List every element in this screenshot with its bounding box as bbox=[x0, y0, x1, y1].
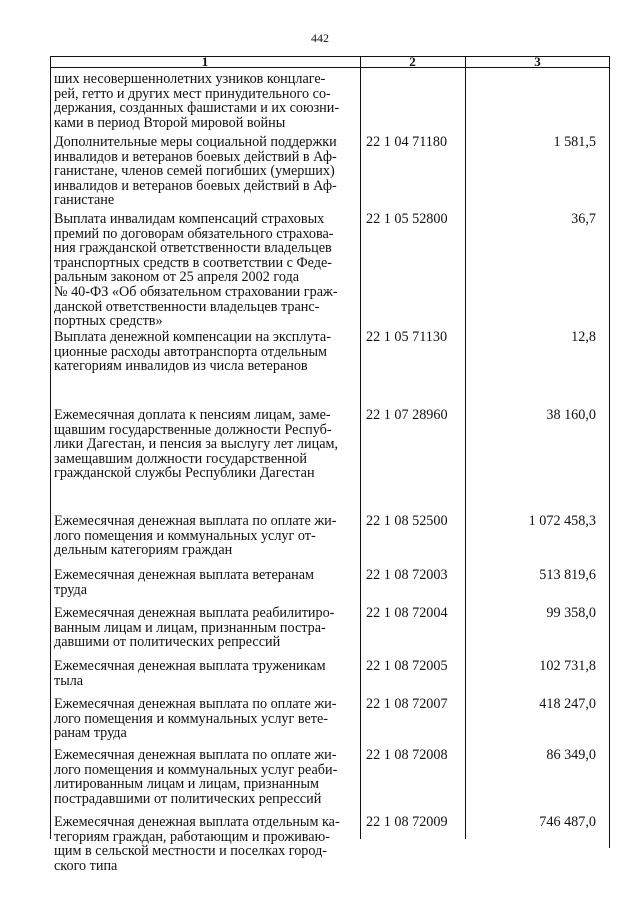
expense-item-name-line: ния гражданской ответственности владельцев bbox=[54, 240, 332, 257]
expense-item-name-line: ского типа bbox=[54, 857, 118, 874]
table-right-border bbox=[609, 56, 610, 848]
expense-item-name-line: Ежемесячная денежная выплата реабилитиро- bbox=[54, 605, 335, 621]
expense-item-name-line: пострадавшими от политических репрессий bbox=[54, 790, 322, 807]
expense-item-name-line: ванным лицам и лицам, признанным постра- bbox=[54, 619, 326, 636]
expense-item-name-line: давшими от политических репрессий bbox=[54, 634, 281, 651]
expense-item-name-line: литированным лицам и лицам, признанным bbox=[54, 776, 320, 793]
expense-item-name bbox=[54, 568, 354, 597]
header-col-3: 3 bbox=[534, 54, 541, 69]
amount-value: 102 731,8 bbox=[539, 658, 596, 674]
page-number: 442 bbox=[311, 31, 329, 45]
classification-code: 22 1 07 28960 bbox=[366, 407, 448, 423]
header-bottom-border bbox=[50, 67, 610, 68]
expense-item-name bbox=[54, 72, 354, 130]
expense-item-name-line: дельным категориям граждан bbox=[54, 542, 233, 559]
amount-value: 38 160,0 bbox=[546, 407, 596, 423]
expense-item-name-line: Ежемесячная денежная выплата ветеранам bbox=[54, 567, 315, 583]
classification-code: 22 1 05 52800 bbox=[366, 211, 448, 227]
expense-item-name-line: Дополнительные меры социальной поддержки bbox=[54, 134, 337, 150]
classification-code: 22 1 08 72009 bbox=[366, 814, 448, 830]
expense-item-name-line: транспортных средств в соответствии с Феде- bbox=[54, 254, 333, 271]
expense-item-name bbox=[54, 659, 354, 688]
column-divider-1 bbox=[360, 56, 361, 839]
expense-item-name-line: № 40-ФЗ «Об обязательном страховании граж- bbox=[54, 283, 338, 300]
expense-item-name-line: Ежемесячная денежная выплата труженикам bbox=[54, 658, 326, 674]
expense-item-name-line: ших несовершеннолетних узников концлаге- bbox=[54, 71, 326, 87]
expense-item-name-line: Ежемесячная денежная выплата по оплате жи- bbox=[54, 696, 337, 712]
header-col-2: 2 bbox=[409, 54, 416, 69]
expense-item-name bbox=[54, 212, 354, 329]
column-divider-2 bbox=[465, 56, 466, 839]
classification-code: 22 1 05 71130 bbox=[366, 329, 448, 345]
expense-item-name bbox=[54, 330, 354, 374]
expense-item-name-line: портных средств» bbox=[54, 313, 163, 330]
classification-code: 22 1 08 72008 bbox=[366, 747, 448, 763]
expense-item-name-line: ранам труда bbox=[54, 725, 127, 742]
classification-code: 22 1 08 52500 bbox=[366, 513, 448, 529]
classification-code: 22 1 04 71180 bbox=[366, 134, 448, 150]
expense-item-name-line: Ежемесячная денежная выплата по оплате жи- bbox=[54, 513, 337, 529]
amount-value: 1 581,5 bbox=[553, 134, 596, 150]
expense-item-name-line: щим в сельской местности и поселках город- bbox=[54, 843, 328, 860]
expense-item-name bbox=[54, 606, 354, 650]
expense-item-name-line: Выплата денежной компенсации на эксплута- bbox=[54, 329, 331, 345]
amount-value: 513 819,6 bbox=[539, 567, 596, 583]
amount-value: 1 072 458,3 bbox=[528, 513, 596, 529]
expense-item-name-line: лики Дагестан, и пенсия за выслугу лет лицам, bbox=[54, 436, 339, 453]
amount-value: 86 349,0 bbox=[546, 747, 596, 763]
classification-code: 22 1 08 72007 bbox=[366, 696, 448, 712]
expense-item-name-line: данской ответственности владельцев транс- bbox=[54, 298, 320, 315]
expense-item-name-line: тегориям граждан, работающим и проживаю- bbox=[54, 828, 330, 845]
expense-item-name-line: замещавшим должности государственной bbox=[54, 450, 307, 467]
expense-item-name bbox=[54, 514, 354, 558]
expense-item-name-line: гражданской службы Республики Дагестан bbox=[54, 465, 315, 482]
expense-item-name-line: рей, гетто и других мест принудительного со- bbox=[54, 85, 331, 102]
table-left-border bbox=[50, 56, 51, 839]
expense-item-name-line: ками в период Второй мировой войны bbox=[54, 114, 286, 131]
expense-item-name-line: лого помещения и коммунальных услуг реаби- bbox=[54, 761, 338, 778]
expense-item-name-line: держания, созданных фашистами и их союзни- bbox=[54, 100, 340, 117]
expense-item-name-line: ганистане, членов семей погибших (умерших) bbox=[54, 163, 335, 180]
amount-value: 418 247,0 bbox=[539, 696, 596, 712]
expense-item-name-line: Выплата инвалидам компенсаций страховых bbox=[54, 211, 325, 227]
expense-item-name-line: инвалидов и ветеранов боевых действий в Аф- bbox=[54, 177, 337, 194]
expense-item-name-line: ральным законом от 25 апреля 2002 года bbox=[54, 269, 300, 286]
expense-item-name-line: лого помещения и коммунальных услуг от- bbox=[54, 527, 316, 544]
amount-value: 99 358,0 bbox=[546, 605, 596, 621]
expense-item-name-line: премий по договорам обязательного страхова- bbox=[54, 225, 334, 242]
expense-item-name-line: лого помещения и коммунальных услуг вете- bbox=[54, 710, 329, 727]
amount-value: 746 487,0 bbox=[539, 814, 596, 830]
expense-item-name bbox=[54, 697, 354, 741]
expense-item-name-line: инвалидов и ветеранов боевых действий в Аф- bbox=[54, 148, 337, 165]
expense-item-name bbox=[54, 135, 354, 208]
expense-item-name-line: Ежемесячная доплата к пенсиям лицам, заме- bbox=[54, 407, 331, 423]
expense-item-name-line: ганистане bbox=[54, 192, 115, 209]
expense-item-name-line: тыла bbox=[54, 672, 84, 689]
amount-value: 12,8 bbox=[571, 329, 596, 345]
classification-code: 22 1 08 72003 bbox=[366, 567, 448, 583]
amount-value: 36,7 bbox=[571, 211, 596, 227]
classification-code: 22 1 08 72004 bbox=[366, 605, 448, 621]
expense-item-name-line: Ежемесячная денежная выплата по оплате жи- bbox=[54, 747, 337, 763]
expense-item-name-line: труда bbox=[54, 581, 87, 598]
expense-item-name-line: щавшим государственные должности Респуб- bbox=[54, 421, 332, 438]
expense-item-name bbox=[54, 408, 354, 481]
expense-item-name-line: категориям инвалидов из числа ветеранов bbox=[54, 358, 308, 375]
header-col-1: 1 bbox=[201, 54, 209, 69]
classification-code: 22 1 08 72005 bbox=[366, 658, 448, 674]
expense-item-name bbox=[54, 748, 354, 806]
expense-item-name bbox=[54, 815, 354, 873]
expense-item-name-line: Ежемесячная денежная выплата отдельным ка- bbox=[54, 814, 340, 830]
expense-item-name-line: ционные расходы автотранспорта отдельным bbox=[54, 343, 327, 360]
